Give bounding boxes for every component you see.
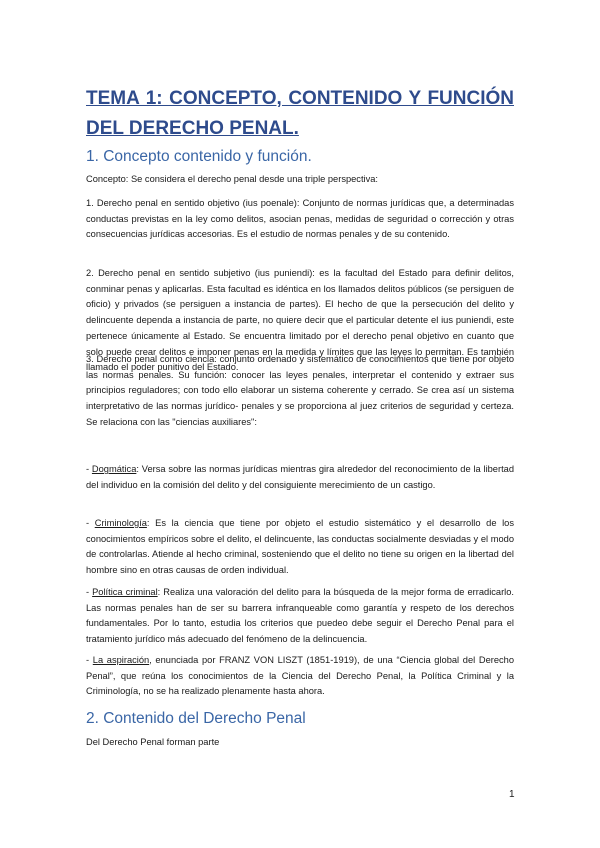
- page-title: TEMA 1: CONCEPTO, CONTENIDO Y FUNCIÓN DEL DERECHO PENAL.: [86, 88, 514, 139]
- bullet-aspiracion: [86, 653, 514, 700]
- section2-intro: Del Derecho Penal forman parte: [86, 737, 220, 747]
- bullet-dash: -: [86, 464, 92, 474]
- term-dogmatica: Dogmática: [91, 464, 137, 474]
- section1-heading: 1. Concepto contenido y función.: [86, 148, 312, 165]
- bullet-text: : Realiza una valoración del delito para la búsqueda de la mejor forma de erradicarlo. Las normas penales han de ser su barrera infranqueable como garantía y respeto de los derechos fundamentales. Por lo tanto, estudia los criterios que puedeo debe seguir el Derecho Penal para el tratamiento jurídico más adecuado del fenómeno de la delincuencia.: [86, 587, 514, 645]
- bullet-dash: -: [86, 587, 93, 597]
- section1-intro: Concepto: Se considera el derecho penal desde una triple perspectiva:: [86, 174, 379, 184]
- document-page: [86, 0, 514, 848]
- term-aspiracion: La aspiración: [92, 655, 150, 665]
- term-politica-criminal: Política criminal: [92, 587, 158, 597]
- bullet-text: : Es la ciencia que tiene por objeto el estudio sistemático y el desarrollo de los conocimientos empíricos sobre el delito, el delincuente, las conductas socialmente desviadas y el modo de controlarlas. Atiende al hecho criminal, sosteniendo que el delito no tiene su origen en la libertad del hombre sino en otras causas de orden individual.: [86, 518, 515, 576]
- paragraph-ciencia: 3. Derecho penal como ciencia: conjunto ordenado y sistemático de conocimientos que tiene por objeto las normas penales. Su función: conocer las leyes penales, interpretar el contenido y extraer sus principios reguladores; con todo ello elaborar un sistema coherente y cerrado. Se crea así un sistema interpretativo de las normas jurídico- penales y se proporciona al juez criterios de seguridad y certeza. Se relaciona con las "ciencias auxiliares":: [86, 354, 514, 427]
- bullet-dash: -: [86, 518, 95, 528]
- paragraph-subjetivo: 2. Derecho penal en sentido subjetivo (ius puniendi): es la facultad del Estado para definir delitos, conminar penas y aplicarlas. Esta facultad es idéntica en los llamados delitos públicos (se persiguen de oficio) y privados (se persiguen a instancia de partes). El hecho de que la persecución del delito y delincuente dependa a instancia de parte, no quiere decir que el particular detente el ius puniendi, este pertenece únicamente al Estado. Se encuentra limitado por el derecho penal objetivo en cuanto que solo puede crear delitos e imponer penas en la medida y límites que las leyes lo permitan. Es también llamado el poder punitivo del Estado.: [86, 268, 514, 373]
- bullet-dash: -: [86, 655, 93, 665]
- paragraph-objetivo: 1. Derecho penal en sentido objetivo (ius poenale): Conjunto de normas jurídicas que, a determinadas conductas previstas en la ley como delitos, asocian penas, medidas de seguridad o corrección y otras consecuencias jurídicas accesorias. Es el estudio de normas penales y de su contenido.: [86, 198, 514, 240]
- bullet-dogmatica: [86, 462, 514, 493]
- section2-heading: 2. Contenido del Derecho Penal: [86, 710, 306, 727]
- term-criminologia: Criminología: [94, 518, 147, 528]
- bullet-text: , enunciada por FRANZ VON LISZT (1851-1919), de una “Ciencia global del Derecho Penal”, que reúna los conocimientos de la Ciencia del Derecho Penal, la Política Criminal y la Criminología, no se ha realizado plenamente hasta ahora.: [86, 655, 514, 697]
- page-number: 1: [509, 789, 515, 800]
- bullet-politica-criminal: [86, 585, 514, 648]
- bullet-text: : Versa sobre las normas jurídicas mientras gira alrededor del reconocimiento de la libertad del individuo en la comisión del delito y del consiguiente merecimiento de un castigo.: [86, 464, 514, 490]
- bullet-criminologia: [86, 516, 514, 579]
